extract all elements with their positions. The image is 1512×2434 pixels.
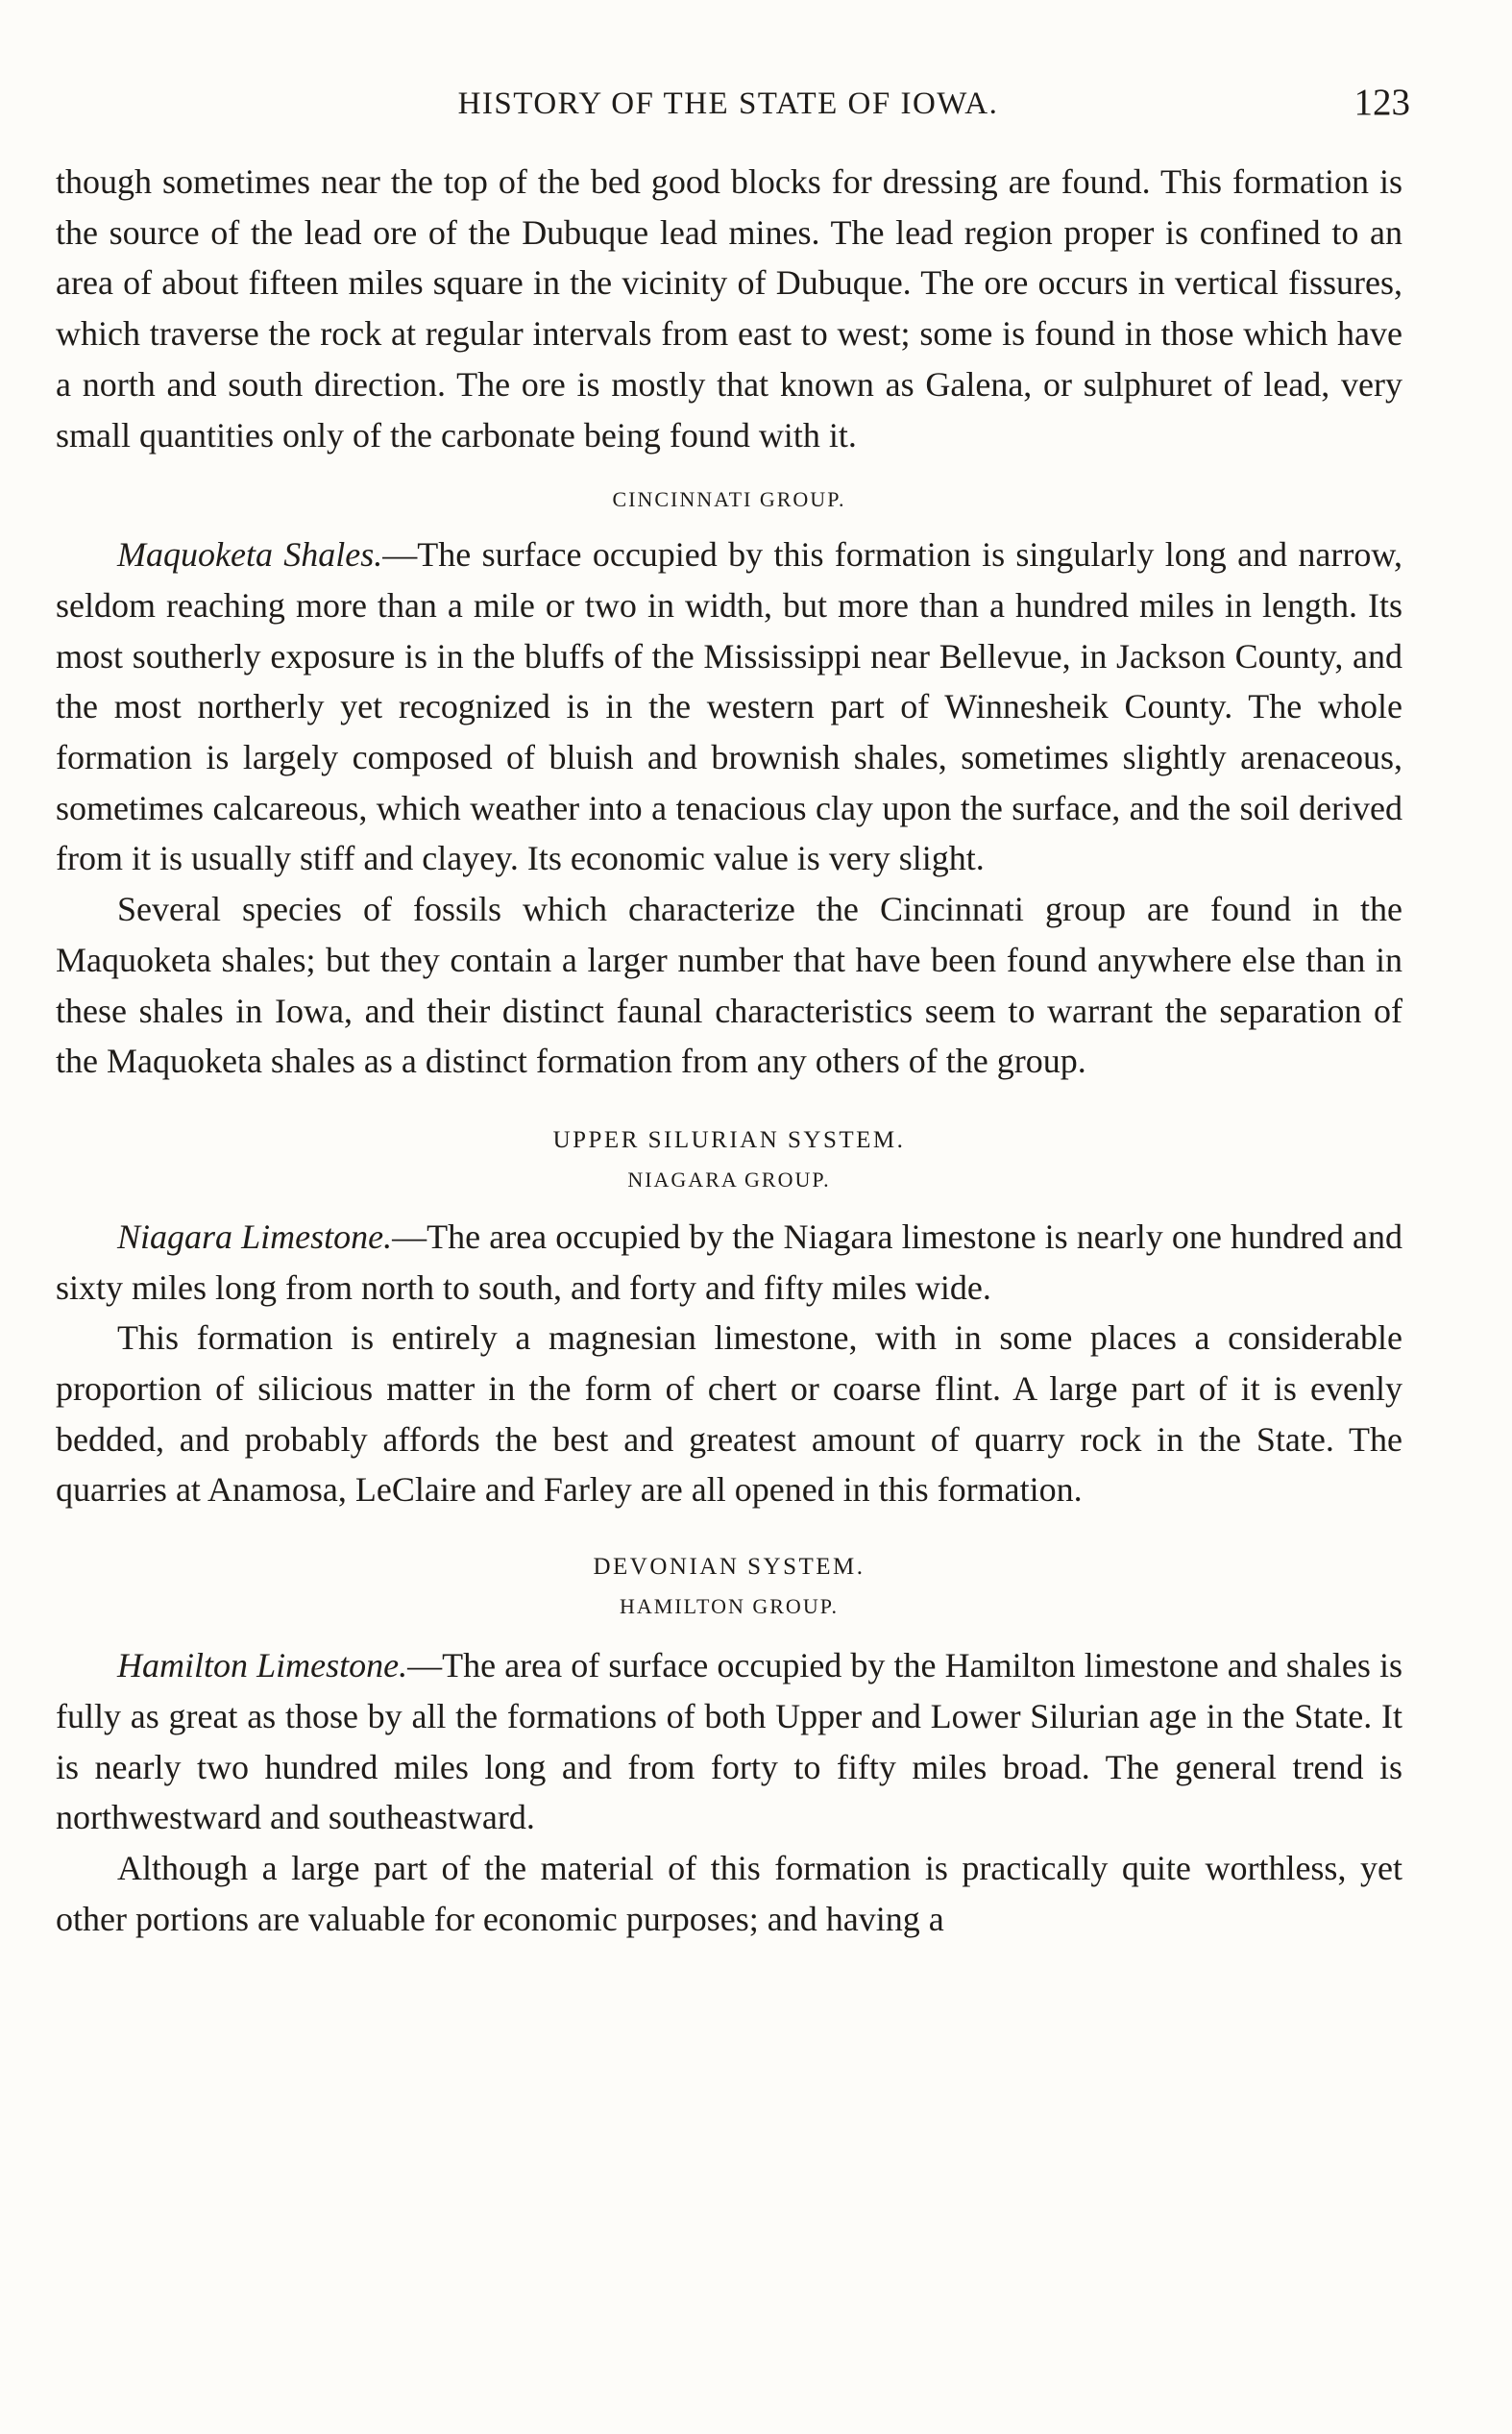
term-maquoketa-shales: Maquoketa Shales. [117,535,383,575]
paragraph-niagara-limestone [56,1212,1402,1313]
paragraph-maquoketa-shales [56,529,1402,884]
paragraph-magnesian-limestone: This formation is entirely a magnesian limestone, with in some places a considerable proportion of silicious matter in the form of chert or coarse flint. A large part of it is evenly bedded, and probably affords the best and greatest amount of quarry rock in the State. The quarries at Anamosa, LeClaire and Farley are all opened in this formation. [56,1318,1402,1510]
section-heading-devonian-system: DEVONIAN SYSTEM. [593,1554,866,1581]
section-heading-niagara-group: NIAGARA GROUP. [627,1167,831,1192]
term-hamilton-limestone: Hamilton Limestone. [117,1646,408,1685]
paragraph-hamilton-limestone [56,1640,1402,1843]
term-niagara-limestone: Niagara Limestone. [117,1217,393,1256]
paragraph-fossils: Several species of fossils which characterize the Cincinnati group are found in the Maquoketa shales; but they contain a larger number that have been found anywhere else than in these shales in Iowa, and their distinct faunal characteristics seem to warrant the separation of the Maquoketa shales as a distinct formation from any others of the group. [56,890,1402,1081]
body-text [56,157,1402,1944]
running-title: HISTORY OF THE STATE OF IOWA. [457,86,999,121]
section-heading-cincinnati-group: CINCINNATI GROUP. [612,487,846,512]
page-number: 123 [1353,82,1410,123]
section-heading-upper-silurian: UPPER SILURIAN SYSTEM. [552,1126,906,1153]
page-header [56,81,1410,129]
hamilton-description: —The area of surface occupied by the Hamilton limestone and shales is fully as great as those by all the formations of both Upper and Lower Silurian age in the State. It is nearly two hundred miles long and from forty to fifty miles broad. The general trend is northwestward and southeastward. [56,1646,1402,1837]
paragraph-dubuque-lead: though sometimes near the top of the bed good blocks for dressing are found. This formation is the source of the lead ore of the Dubuque lead mines. The lead region proper is confined to an area of about fifteen miles square in the vicinity of Dubuque. The ore occurs in vertical fissures, which traverse the rock at regular intervals from east to west; some is found in those which have a north and south direction. The ore is mostly that known as Galena, or sulphuret of lead, very small quantities only of the carbonate being found with it. [56,162,1402,455]
maquoketa-description: —The surface occupied by this formation is singularly long and narrow, seldom reaching more than a mile or two in width, but more than a hundred miles in length. Its most southerly exposure is in the bluffs of the Mississippi near Bellevue, in Jackson County, and the most northerly yet recognized is in the western part of Winnesheik County. The whole formation is largely composed of bluish and brownish shales, sometimes slightly arenaceous, sometimes calcareous, which weather into a tenacious clay upon the surface, and the soil derived from it is usually stiff and clayey. Its economic value is very slight. [56,535,1402,878]
paragraph-although: Although a large part of the material of this formation is practically quite worthless, yet other portions are valuable for economic purposes; and having a [56,1848,1402,1938]
section-heading-hamilton-group: HAMILTON GROUP. [619,1594,840,1619]
niagara-description: —The area occupied by the Niagara limestone is nearly one hundred and sixty miles long from north to south, and forty and fifty miles wide. [56,1217,1403,1307]
